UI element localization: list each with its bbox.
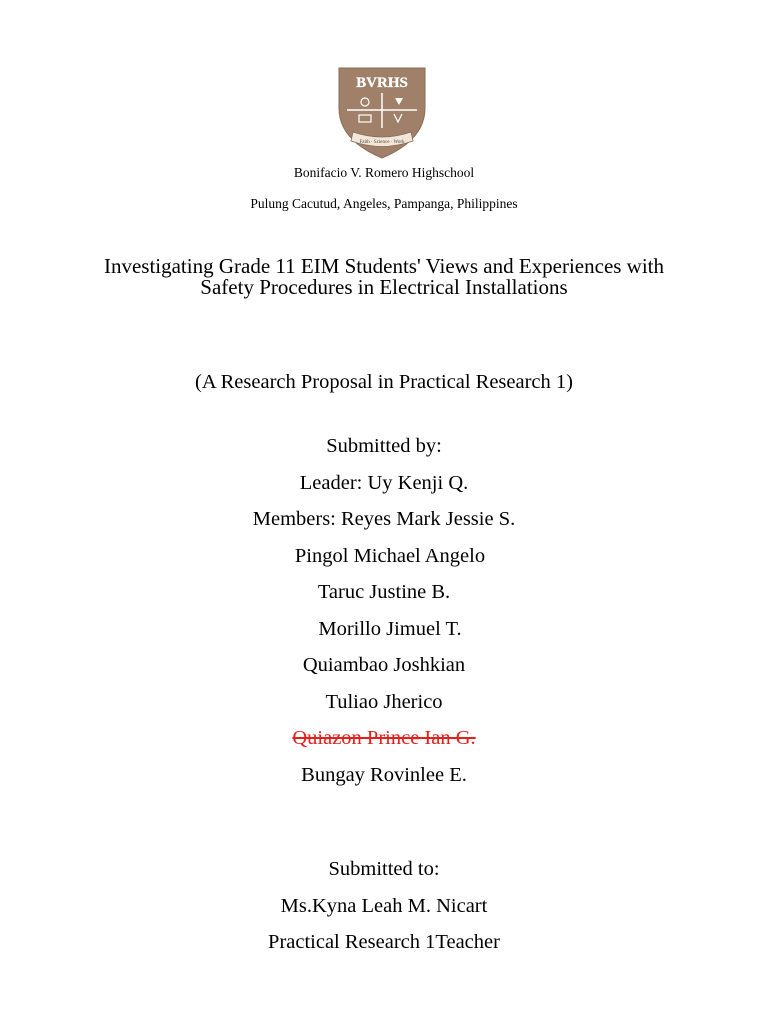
crest-letters: BVRHS	[356, 75, 408, 91]
member-name: Quiambao Joshkian	[302, 654, 466, 676]
member-name: Members: Reyes Mark Jessie S.	[252, 508, 516, 530]
member-name: Tuliao Jherico	[325, 691, 443, 713]
member-name: Morillo Jimuel T.	[318, 618, 462, 640]
member-name: Taruc Justine B.	[317, 581, 451, 603]
proposal-subtitle: (A Research Proposal in Practical Research 1)	[195, 371, 573, 393]
member-name: Pingol Michael Angelo	[294, 545, 486, 567]
school-address: Pulung Cacutud, Angeles, Pampanga, Philippines	[250, 196, 518, 211]
submitted-to-heading: Submitted to:	[328, 858, 440, 880]
title-line-1: Investigating Grade 11 EIM Students' Views and Experiences with	[103, 254, 665, 278]
member-name: Bungay Rovinlee E.	[301, 764, 467, 786]
school-crest-logo	[333, 62, 431, 162]
teacher-role: Practical Research 1Teacher	[268, 931, 500, 953]
school-name: Bonifacio V. Romero Highschool	[293, 165, 475, 180]
submitted-by-heading: Submitted by:	[326, 435, 442, 457]
title-line-2: Safety Procedures in Electrical Installations	[200, 275, 568, 299]
leader-name: Leader: Uy Kenji Q.	[299, 472, 469, 494]
teacher-name: Ms.Kyna Leah M. Nicart	[280, 895, 488, 917]
struck-member-text: Quiazon Prince Ian G.	[292, 727, 476, 749]
crest-motto: Faith · Science · Work	[359, 140, 405, 145]
member-name-struck	[0, 727, 768, 750]
